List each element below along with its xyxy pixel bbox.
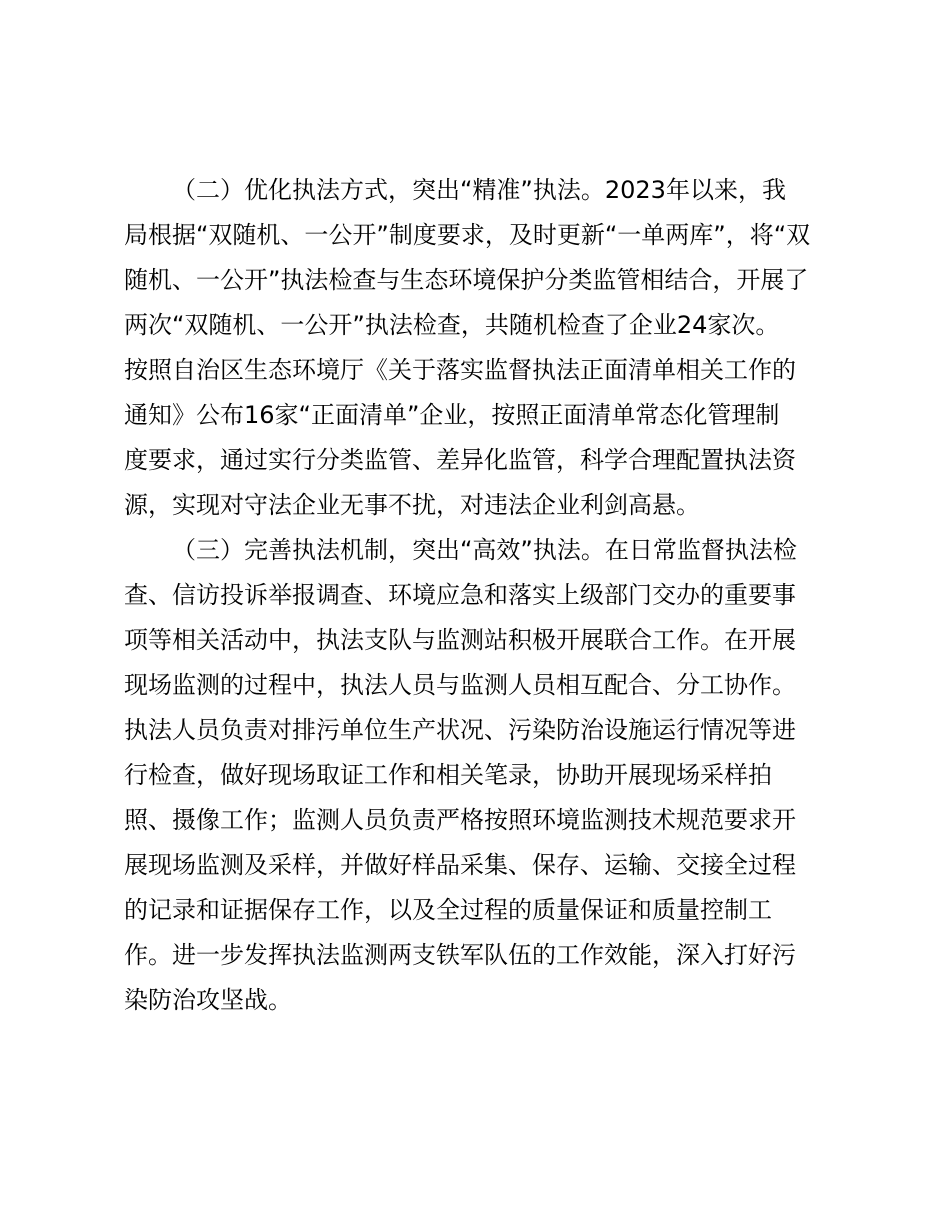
- text-line: 局根据“双随机、一公开”制度要求，及时更新“一单两库”，将“双: [124, 221, 811, 249]
- text-line: 作。进一步发挥执法监测两支铁军队伍的工作效能，深入打好污: [124, 941, 796, 969]
- text-line: 按照自治区生态环境厅《关于落实监督执法正面清单相关工作的: [124, 356, 796, 384]
- text-line: 两次“双随机、一公开”执法检查，共随机检查了企业24家次。: [124, 311, 780, 339]
- text-line: 项等相关活动中，执法支队与监测站积极开展联合工作。在开展: [124, 626, 796, 654]
- text-line: 执法人员负责对排污单位生产状况、污染防治设施运行情况等进: [124, 716, 796, 744]
- text-line: 查、信访投诉举报调查、环境应急和落实上级部门交办的重要事: [124, 581, 796, 609]
- text-line: （三）完善执法机制，突出“高效”执法。在日常监督执法检: [172, 536, 797, 564]
- text-line: 展现场监测及采样，并做好样品采集、保存、运输、交接全过程: [124, 851, 796, 879]
- text-line: 染防治攻坚战。: [124, 986, 292, 1014]
- text-line: 随机、一公开”执法检查与生态环境保护分类监管相结合，开展了: [124, 266, 809, 294]
- text-line: （二）优化执法方式，突出“精准”执法。2023年以来，我: [172, 176, 786, 204]
- document-body: [124, 168, 834, 1023]
- text-line: 源，实现对守法企业无事不扰，对违法企业利剑高悬。: [124, 491, 700, 519]
- text-line: 行检查，做好现场取证工作和相关笔录，协助开展现场采样拍: [124, 761, 772, 789]
- text-line: 现场监测的过程中，执法人员与监测人员相互配合、分工协作。: [124, 671, 796, 699]
- text-line: 照、摄像工作；监测人员负责严格按照环境监测技术规范要求开: [124, 806, 796, 834]
- text-line: 通知》公布16家“正面清单”企业，按照正面清单常态化管理制: [124, 401, 780, 429]
- text-line: 度要求，通过实行分类监管、差异化监管，科学合理配置执法资: [124, 446, 796, 474]
- paragraph-optimize-enforcement: [124, 168, 834, 528]
- paragraph-improve-mechanism: [124, 528, 834, 1023]
- text-line: 的记录和证据保存工作，以及全过程的质量保证和质量控制工: [124, 896, 772, 924]
